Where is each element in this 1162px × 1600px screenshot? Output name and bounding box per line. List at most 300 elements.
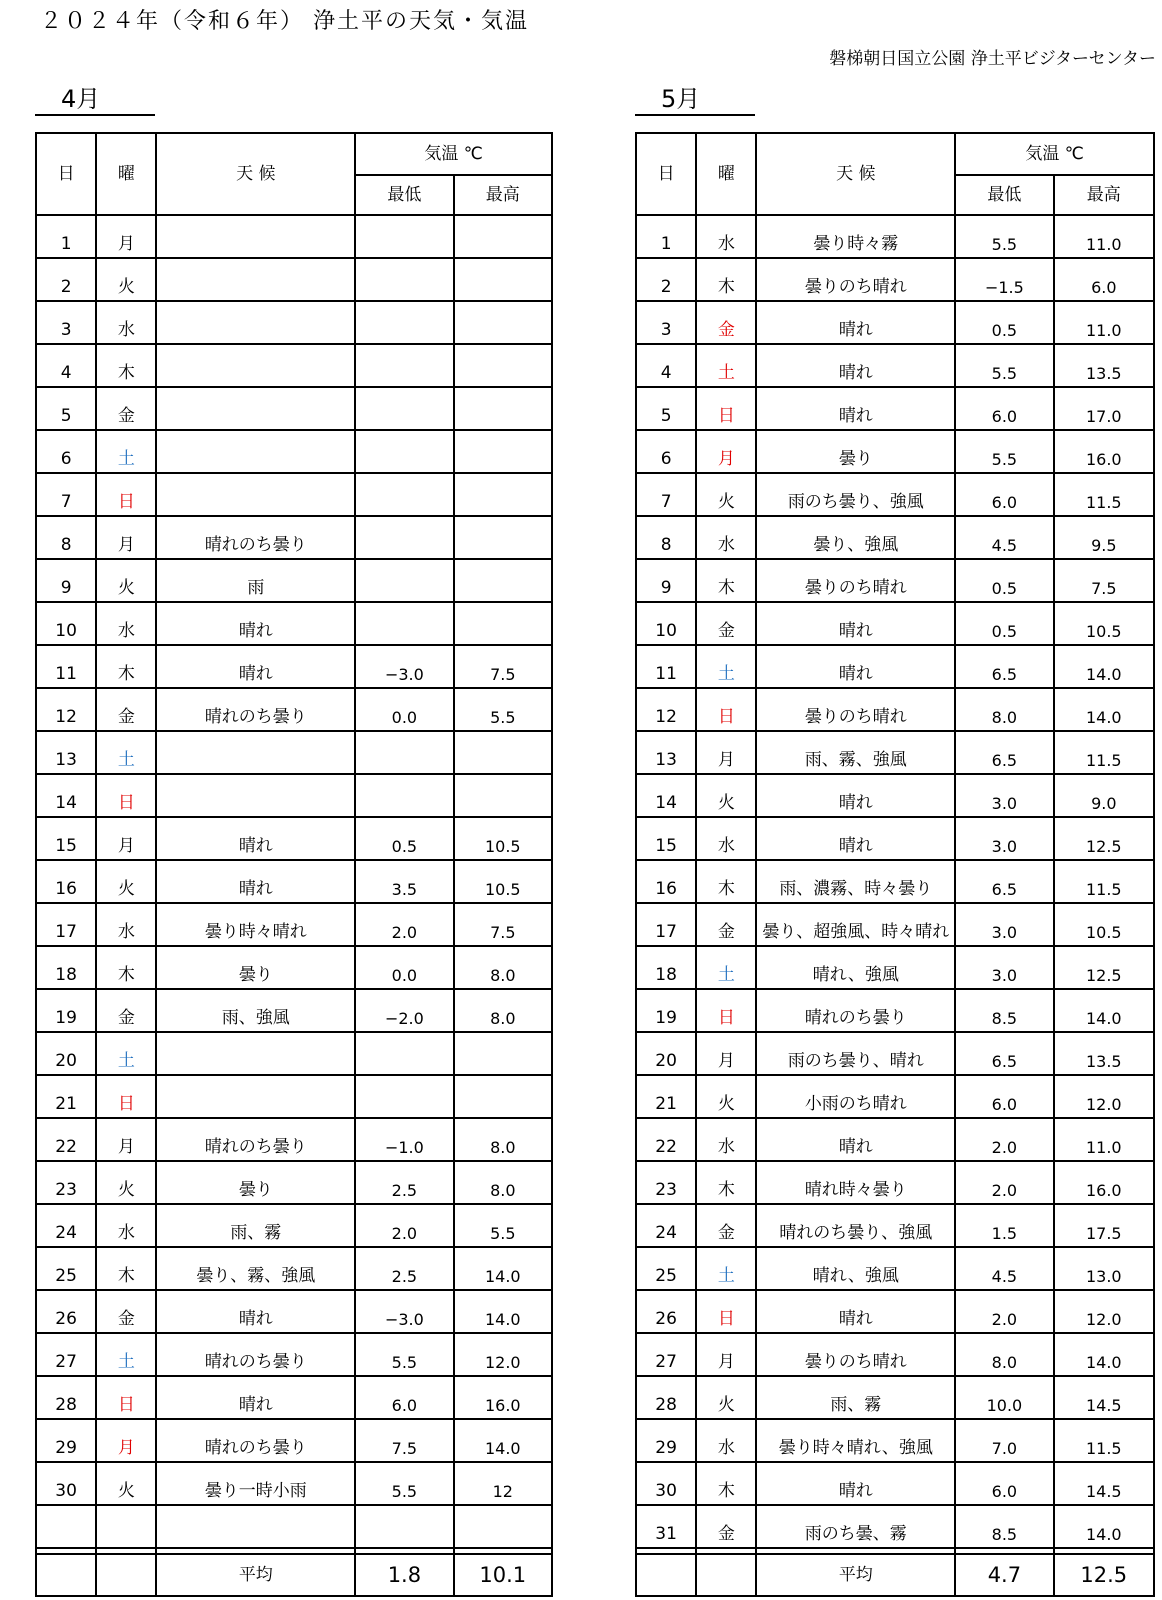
weekday-cell: 日 — [96, 473, 156, 516]
min-temp-cell: 1.5 — [955, 1204, 1053, 1247]
min-temp-cell: 0.5 — [955, 301, 1053, 344]
table-row — [36, 1204, 552, 1247]
weekday-cell: 水 — [696, 215, 756, 258]
day-cell: 2 — [636, 258, 696, 301]
max-temp-cell — [454, 774, 552, 817]
day-cell: 6 — [636, 430, 696, 473]
max-temp-cell — [454, 731, 552, 774]
max-temp-cell — [454, 301, 552, 344]
max-temp-cell — [454, 1075, 552, 1118]
weather-cell: 晴れ — [756, 344, 955, 387]
table-row — [636, 1204, 1154, 1247]
min-temp-cell: 6.5 — [955, 731, 1053, 774]
day-cell: 15 — [636, 817, 696, 860]
weekday-cell: 木 — [696, 1462, 756, 1505]
day-cell: 20 — [636, 1032, 696, 1075]
day-cell: 20 — [36, 1032, 96, 1075]
weekday-cell — [96, 1505, 156, 1548]
table-row — [36, 731, 552, 774]
weekday-cell: 月 — [696, 430, 756, 473]
day-cell: 17 — [636, 903, 696, 946]
header-max: 最高 — [454, 175, 552, 215]
header-day: 日 — [36, 133, 96, 215]
day-cell: 18 — [636, 946, 696, 989]
weekday-cell: 水 — [696, 516, 756, 559]
day-cell: 17 — [36, 903, 96, 946]
weekday-cell: 月 — [696, 1032, 756, 1075]
table-row — [636, 1247, 1154, 1290]
min-temp-cell: −3.0 — [355, 645, 453, 688]
weather-cell: 雨のち曇り、強風 — [756, 473, 955, 516]
min-temp-cell: 6.0 — [955, 1462, 1053, 1505]
header-temperature: 気温 ℃ — [955, 133, 1154, 175]
max-temp-cell: 8.0 — [454, 1161, 552, 1204]
average-max: 12.5 — [1054, 1554, 1154, 1596]
min-temp-cell: 6.5 — [955, 1032, 1053, 1075]
max-temp-cell: 16.0 — [1054, 430, 1154, 473]
weekday-cell: 金 — [696, 602, 756, 645]
max-temp-cell: 12.0 — [454, 1333, 552, 1376]
weekday-cell: 日 — [696, 989, 756, 1032]
weather-cell: 雨のち曇、霧 — [756, 1505, 955, 1548]
weather-cell: 晴れ — [756, 645, 955, 688]
weather-cell: 晴れ — [156, 602, 355, 645]
header-day: 日 — [636, 133, 696, 215]
min-temp-cell: 2.5 — [355, 1161, 453, 1204]
min-temp-cell: 0.0 — [355, 688, 453, 731]
weekday-cell: 火 — [96, 1462, 156, 1505]
max-temp-cell: 12.5 — [1054, 946, 1154, 989]
average-label: 平均 — [756, 1554, 955, 1596]
weather-cell: 曇り — [756, 430, 955, 473]
table-row — [36, 817, 552, 860]
weather-cell: 晴れ — [756, 602, 955, 645]
day-cell: 30 — [636, 1462, 696, 1505]
weekday-cell: 火 — [96, 1161, 156, 1204]
weather-cell: 晴れ、強風 — [756, 1247, 955, 1290]
max-temp-cell: 9.5 — [1054, 516, 1154, 559]
table-row — [636, 903, 1154, 946]
day-cell: 5 — [636, 387, 696, 430]
day-cell: 8 — [636, 516, 696, 559]
weather-cell: 曇り、超強風、時々晴れ — [756, 903, 955, 946]
min-temp-cell: 2.0 — [955, 1290, 1053, 1333]
weekday-cell: 土 — [696, 344, 756, 387]
weekday-cell: 水 — [696, 1118, 756, 1161]
table-row — [636, 1505, 1154, 1548]
weather-cell: 曇り一時小雨 — [156, 1462, 355, 1505]
weekday-cell: 木 — [696, 860, 756, 903]
day-cell — [36, 1505, 96, 1548]
weather-cell: 曇り時々晴れ、強風 — [756, 1419, 955, 1462]
max-temp-cell: 14.5 — [1054, 1376, 1154, 1419]
table-row — [636, 645, 1154, 688]
day-cell: 10 — [36, 602, 96, 645]
day-cell: 23 — [36, 1161, 96, 1204]
max-temp-cell: 8.0 — [454, 946, 552, 989]
day-cell: 28 — [36, 1376, 96, 1419]
min-temp-cell: 5.5 — [955, 215, 1053, 258]
table-row — [36, 860, 552, 903]
weekday-cell: 金 — [96, 688, 156, 731]
weather-cell: 晴れ — [756, 1462, 955, 1505]
weather-cell: 晴れのち曇り、強風 — [756, 1204, 955, 1247]
table-row — [636, 387, 1154, 430]
table-row — [636, 301, 1154, 344]
weekday-cell: 日 — [696, 1290, 756, 1333]
weather-cell — [156, 1075, 355, 1118]
weather-cell — [156, 215, 355, 258]
max-temp-cell: 13.0 — [1054, 1247, 1154, 1290]
weather-cell: 晴れ — [756, 301, 955, 344]
max-temp-cell: 14.0 — [1054, 645, 1154, 688]
day-cell: 16 — [36, 860, 96, 903]
day-cell: 6 — [36, 430, 96, 473]
table-row — [36, 1333, 552, 1376]
day-cell: 27 — [636, 1333, 696, 1376]
day-cell: 21 — [636, 1075, 696, 1118]
min-temp-cell — [355, 559, 453, 602]
max-temp-cell: 6.0 — [1054, 258, 1154, 301]
weather-cell: 雨 — [156, 559, 355, 602]
min-temp-cell: 5.5 — [955, 344, 1053, 387]
min-temp-cell: −1.5 — [955, 258, 1053, 301]
table-row — [36, 688, 552, 731]
min-temp-cell: 3.0 — [955, 774, 1053, 817]
average-min: 1.8 — [355, 1554, 453, 1596]
table-row — [636, 1419, 1154, 1462]
day-cell: 10 — [636, 602, 696, 645]
max-temp-cell: 9.0 — [1054, 774, 1154, 817]
table-row — [636, 688, 1154, 731]
day-cell: 11 — [36, 645, 96, 688]
max-temp-cell: 14.0 — [1054, 989, 1154, 1032]
weekday-cell: 土 — [96, 731, 156, 774]
day-cell: 1 — [36, 215, 96, 258]
weekday-cell: 木 — [696, 258, 756, 301]
day-cell: 18 — [36, 946, 96, 989]
table-row — [636, 1075, 1154, 1118]
table-row — [36, 774, 552, 817]
header-weekday: 曜 — [96, 133, 156, 215]
day-cell: 23 — [636, 1161, 696, 1204]
min-temp-cell — [355, 1505, 453, 1548]
day-cell: 3 — [636, 301, 696, 344]
month-label-may: 5月 — [635, 82, 755, 116]
max-temp-cell — [454, 473, 552, 516]
weekday-cell: 月 — [696, 1333, 756, 1376]
weekday-cell: 金 — [96, 387, 156, 430]
day-cell: 12 — [36, 688, 96, 731]
table-row — [36, 1247, 552, 1290]
day-cell: 19 — [36, 989, 96, 1032]
day-cell: 25 — [636, 1247, 696, 1290]
min-temp-cell — [355, 301, 453, 344]
table-row — [636, 817, 1154, 860]
weekday-cell: 水 — [96, 602, 156, 645]
weather-cell: 晴れのち曇り — [756, 989, 955, 1032]
weekday-cell: 日 — [96, 1376, 156, 1419]
weather-cell: 晴れ — [156, 1290, 355, 1333]
weather-cell: 晴れ — [156, 817, 355, 860]
weather-cell: 晴れ — [756, 817, 955, 860]
weekday-cell: 木 — [96, 946, 156, 989]
table-row — [636, 1333, 1154, 1376]
day-cell: 19 — [636, 989, 696, 1032]
max-temp-cell — [454, 516, 552, 559]
weather-cell: 晴れ — [156, 645, 355, 688]
table-row — [636, 559, 1154, 602]
weekday-cell: 土 — [696, 1247, 756, 1290]
weather-cell: 雨、霧 — [156, 1204, 355, 1247]
min-temp-cell — [355, 473, 453, 516]
table-row — [636, 774, 1154, 817]
table-row — [36, 1376, 552, 1419]
day-cell: 31 — [636, 1505, 696, 1548]
table-row — [36, 258, 552, 301]
min-temp-cell: 4.5 — [955, 1247, 1053, 1290]
weather-cell: 晴れ時々曇り — [756, 1161, 955, 1204]
table-row — [36, 430, 552, 473]
weather-cell: 曇りのち晴れ — [756, 559, 955, 602]
weekday-cell: 土 — [96, 1333, 156, 1376]
day-cell: 2 — [36, 258, 96, 301]
table-row — [636, 473, 1154, 516]
table-row — [36, 516, 552, 559]
max-temp-cell: 12.5 — [1054, 817, 1154, 860]
min-temp-cell: 5.5 — [955, 430, 1053, 473]
max-temp-cell — [454, 258, 552, 301]
max-temp-cell: 17.5 — [1054, 1204, 1154, 1247]
day-cell: 25 — [36, 1247, 96, 1290]
max-temp-cell: 11.0 — [1054, 215, 1154, 258]
day-cell: 14 — [636, 774, 696, 817]
day-cell: 28 — [636, 1376, 696, 1419]
weather-cell: 小雨のち晴れ — [756, 1075, 955, 1118]
max-temp-cell: 11.0 — [1054, 1118, 1154, 1161]
weather-cell: 晴れのち曇り — [156, 1333, 355, 1376]
weather-cell — [156, 387, 355, 430]
weekday-cell: 火 — [96, 559, 156, 602]
weather-cell — [156, 473, 355, 516]
min-temp-cell: 8.5 — [955, 1505, 1053, 1548]
weekday-cell: 月 — [696, 731, 756, 774]
min-temp-cell — [355, 1032, 453, 1075]
min-temp-cell: −1.0 — [355, 1118, 453, 1161]
min-temp-cell — [355, 731, 453, 774]
max-temp-cell: 12.0 — [1054, 1290, 1154, 1333]
weekday-cell: 月 — [96, 817, 156, 860]
day-cell: 11 — [636, 645, 696, 688]
table-row — [636, 1376, 1154, 1419]
table-row — [636, 1161, 1154, 1204]
day-cell: 26 — [36, 1290, 96, 1333]
average-min: 4.7 — [955, 1554, 1053, 1596]
max-temp-cell: 10.5 — [454, 817, 552, 860]
table-row — [36, 344, 552, 387]
weekday-cell: 火 — [96, 860, 156, 903]
min-temp-cell: 3.5 — [355, 860, 453, 903]
weekday-cell: 金 — [96, 1290, 156, 1333]
weather-cell: 雨、霧、強風 — [756, 731, 955, 774]
max-temp-cell: 14.0 — [1054, 688, 1154, 731]
weekday-cell: 金 — [696, 1204, 756, 1247]
day-cell: 29 — [636, 1419, 696, 1462]
weather-cell — [156, 774, 355, 817]
weekday-cell: 月 — [96, 215, 156, 258]
min-temp-cell: 0.5 — [955, 602, 1053, 645]
max-temp-cell: 16.0 — [1054, 1161, 1154, 1204]
table-row — [36, 1462, 552, 1505]
min-temp-cell: 0.0 — [355, 946, 453, 989]
max-temp-cell: 14.0 — [454, 1419, 552, 1462]
table-row — [36, 946, 552, 989]
header-weather: 天 候 — [756, 133, 955, 215]
weather-cell: 曇りのち晴れ — [756, 688, 955, 731]
min-temp-cell: 6.0 — [955, 473, 1053, 516]
weekday-cell: 日 — [96, 774, 156, 817]
page-title: ２０２４年（令和６年） 浄土平の天気・気温 — [40, 9, 529, 34]
table-row — [636, 215, 1154, 258]
weekday-cell: 金 — [696, 301, 756, 344]
min-temp-cell: 3.0 — [955, 817, 1053, 860]
april-weather-table — [35, 132, 553, 1597]
min-temp-cell — [355, 516, 453, 559]
weekday-cell: 土 — [96, 1032, 156, 1075]
table-row — [36, 1419, 552, 1462]
min-temp-cell: 2.5 — [355, 1247, 453, 1290]
weekday-cell: 月 — [96, 1118, 156, 1161]
min-temp-cell: 6.5 — [955, 860, 1053, 903]
day-cell: 5 — [36, 387, 96, 430]
weekday-cell: 日 — [696, 688, 756, 731]
day-cell: 24 — [636, 1204, 696, 1247]
day-cell: 21 — [36, 1075, 96, 1118]
weather-cell: 晴れのち曇り — [156, 516, 355, 559]
max-temp-cell: 17.0 — [1054, 387, 1154, 430]
max-temp-cell — [454, 559, 552, 602]
weather-cell: 曇りのち晴れ — [756, 258, 955, 301]
weather-cell: 曇り — [156, 946, 355, 989]
max-temp-cell: 13.5 — [1054, 1032, 1154, 1075]
max-temp-cell: 10.5 — [1054, 602, 1154, 645]
max-temp-cell — [454, 215, 552, 258]
weather-cell — [156, 1032, 355, 1075]
day-cell: 16 — [636, 860, 696, 903]
day-cell: 8 — [36, 516, 96, 559]
table-row — [636, 989, 1154, 1032]
max-temp-cell: 5.5 — [454, 688, 552, 731]
min-temp-cell: 2.0 — [955, 1118, 1053, 1161]
min-temp-cell: 4.5 — [955, 516, 1053, 559]
weather-cell: 曇りのち晴れ — [756, 1333, 955, 1376]
header-temperature: 気温 ℃ — [355, 133, 552, 175]
weather-cell: 晴れのち曇り — [156, 1419, 355, 1462]
table-row — [636, 516, 1154, 559]
max-temp-cell: 8.0 — [454, 1118, 552, 1161]
table-row — [36, 1075, 552, 1118]
table-row — [36, 1032, 552, 1075]
day-cell: 12 — [636, 688, 696, 731]
table-row — [636, 344, 1154, 387]
weather-cell — [156, 301, 355, 344]
min-temp-cell — [355, 774, 453, 817]
day-cell: 1 — [636, 215, 696, 258]
max-temp-cell — [454, 344, 552, 387]
weather-cell: 晴れ — [156, 860, 355, 903]
min-temp-cell: 3.0 — [955, 903, 1053, 946]
min-temp-cell: 5.5 — [355, 1462, 453, 1505]
max-temp-cell: 16.0 — [454, 1376, 552, 1419]
max-temp-cell: 11.5 — [1054, 731, 1154, 774]
min-temp-cell — [355, 215, 453, 258]
day-cell: 22 — [36, 1118, 96, 1161]
day-cell: 3 — [36, 301, 96, 344]
table-row — [36, 1118, 552, 1161]
weather-cell — [156, 1505, 355, 1548]
day-cell: 13 — [36, 731, 96, 774]
weather-cell: 曇り — [156, 1161, 355, 1204]
weekday-cell: 月 — [96, 1419, 156, 1462]
weekday-cell: 水 — [696, 817, 756, 860]
min-temp-cell: 3.0 — [955, 946, 1053, 989]
weekday-cell: 木 — [96, 1247, 156, 1290]
max-temp-cell — [454, 602, 552, 645]
weekday-cell: 木 — [696, 1161, 756, 1204]
weather-cell: 晴れのち曇り — [156, 1118, 355, 1161]
weekday-cell: 土 — [96, 430, 156, 473]
table-row — [36, 215, 552, 258]
max-temp-cell: 5.5 — [454, 1204, 552, 1247]
min-temp-cell: 2.0 — [355, 1204, 453, 1247]
day-cell: 7 — [36, 473, 96, 516]
weather-cell: 晴れのち曇り — [156, 688, 355, 731]
table-row — [636, 258, 1154, 301]
weather-cell: 雨、強風 — [156, 989, 355, 1032]
min-temp-cell: 6.0 — [355, 1376, 453, 1419]
table-row — [36, 1505, 552, 1548]
max-temp-cell: 12.0 — [1054, 1075, 1154, 1118]
day-cell: 9 — [36, 559, 96, 602]
max-temp-cell: 13.5 — [1054, 344, 1154, 387]
min-temp-cell: 6.5 — [955, 645, 1053, 688]
weather-cell: 曇り時々晴れ — [156, 903, 355, 946]
min-temp-cell: −2.0 — [355, 989, 453, 1032]
weekday-cell: 木 — [96, 645, 156, 688]
weather-cell: 晴れ、強風 — [756, 946, 955, 989]
day-cell: 29 — [36, 1419, 96, 1462]
weather-cell: 雨、霧 — [756, 1376, 955, 1419]
min-temp-cell: 6.0 — [955, 1075, 1053, 1118]
day-cell: 4 — [36, 344, 96, 387]
weekday-cell: 水 — [696, 1419, 756, 1462]
day-cell: 9 — [636, 559, 696, 602]
weather-cell: 晴れ — [156, 1376, 355, 1419]
table-row — [36, 559, 552, 602]
header-min: 最低 — [955, 175, 1053, 215]
table-row — [36, 1290, 552, 1333]
table-row — [636, 1290, 1154, 1333]
min-temp-cell: 8.5 — [955, 989, 1053, 1032]
table-row — [36, 989, 552, 1032]
min-temp-cell — [355, 602, 453, 645]
min-temp-cell: −3.0 — [355, 1290, 453, 1333]
table-row — [636, 860, 1154, 903]
min-temp-cell: 10.0 — [955, 1376, 1053, 1419]
min-temp-cell — [355, 430, 453, 473]
table-row — [636, 1118, 1154, 1161]
month-label-april: 4月 — [35, 82, 155, 116]
